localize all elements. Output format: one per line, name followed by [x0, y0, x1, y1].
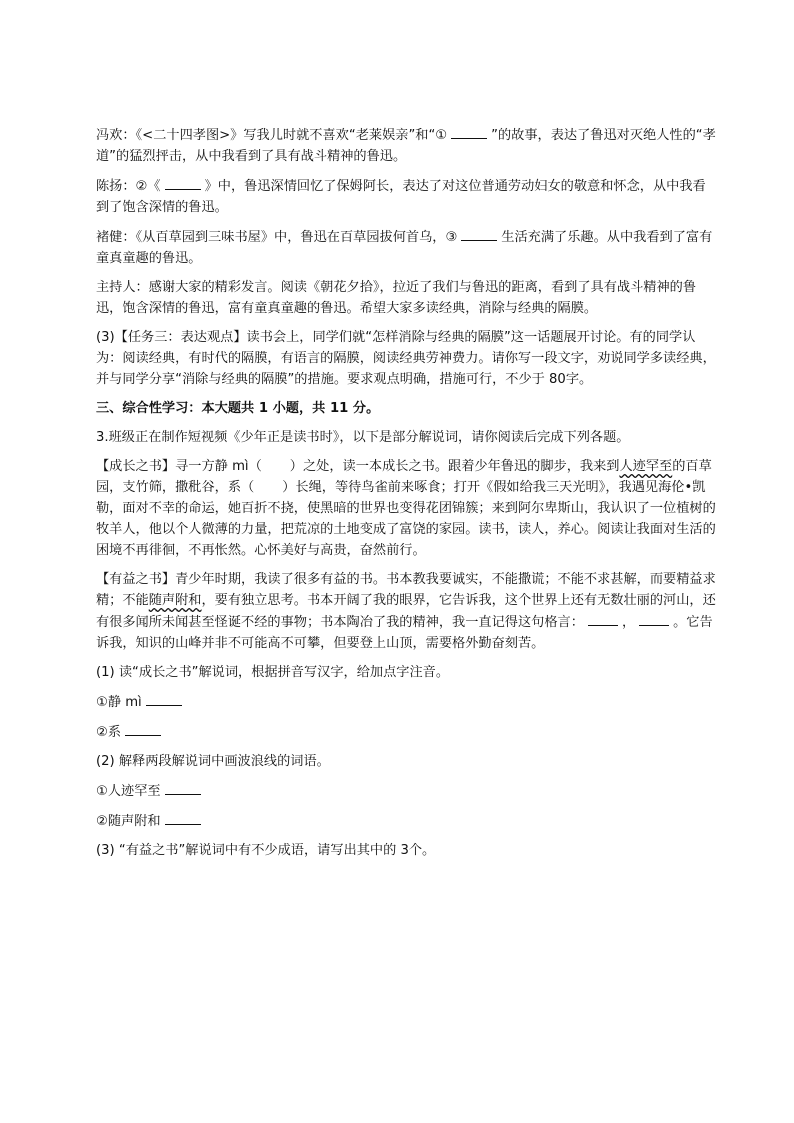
- text-q2b: ②随声附和: [96, 814, 161, 829]
- motto-blank-2[interactable]: [639, 611, 669, 626]
- paragraph-fenghuan: [96, 124, 716, 167]
- sub-question-2b: [96, 810, 716, 832]
- text-chenyang-a: 陈扬：②《: [96, 179, 161, 194]
- text-growth-d: ）长绳，等待鸟雀前来啄食；打开《假如给我三天光明》，我遇见海伦•凯勒，面对不幸的命运，她百折不挠，使黑暗的世界也变得花团锦簇；来到阿尔卑斯山，我认识了一位植树的牧羊人，他以个人微薄的力量，把荒凉的土地变成了富饶的家园。读书，读人，养心。阅读让我面对生活的困境不再徘徊，不再怅然。心怀美好与高贵，奋然前行。: [96, 480, 716, 558]
- text-growth-c: 的百草园，支竹筛，撒秕谷，系（: [96, 459, 712, 495]
- answer-blank-q2b[interactable]: [165, 810, 201, 825]
- paragraph-task3: (3)【任务三：表达观点】读书会上，同学们就“怎样消除与经典的隔膜”这一话题展开讨论。有的同学认为：阅读经典，有时代的隔膜，有语言的隔膜，阅读经典劳神费力。请你写一段文字，劝说同学多读经典，并与同学分享“消除与经典的隔膜”的措施。要求观点明确，措施可行，不少于 80字。: [96, 330, 716, 387]
- wavy-word-suisheng: 随声附和: [148, 593, 202, 608]
- sub-question-3: (3) “有益之书”解说词中有不少成语，请写出其中的 3个。: [96, 843, 436, 858]
- text-q1b: ②系: [96, 725, 122, 740]
- text-chenyang-b: 》中，鲁迅深情回忆了保姆阿长，表达了对这位普通劳动妇女的敬意和怀念，从中我看到了饱含深情的鲁迅。: [96, 179, 706, 215]
- text-growth-a: 【成长之书】寻一方静 mì（: [96, 459, 262, 474]
- text-chujian-b: 生活充满了乐趣。从中我看到了富有童真童趣的鲁迅。: [96, 230, 713, 266]
- paragraph-chenyang: [96, 175, 716, 218]
- paragraph-benefit-book: [96, 569, 716, 654]
- text-chujian-a: 褚健：《从百草园到三味书屋》中，鲁迅在百草园拔何首乌，③: [96, 230, 458, 245]
- sub-question-1a: [96, 691, 716, 713]
- sub-question-2: (2) 解释两段解说词中画波浪线的词语。: [96, 754, 330, 769]
- answer-blank-q1b[interactable]: [125, 721, 161, 736]
- paragraph-chujian: [96, 226, 716, 269]
- section-heading-3: 三、综合性学习：本大题共 1 小题，共 11 分。: [96, 401, 380, 416]
- answer-blank-q2a[interactable]: [165, 780, 201, 795]
- motto-blank-1[interactable]: [588, 611, 618, 626]
- question-3-intro: 3.班级正在制作短视频《少年正是读书时》，以下是部分解说词，请你阅读后完成下列各题。: [96, 430, 630, 445]
- paragraph-host: 主持人：感谢大家的精彩发言。阅读《朝花夕拾》，拉近了我们与鲁迅的距离，看到了具有战斗精神的鲁迅，饱含深情的鲁迅，富有童真童趣的鲁迅。希望大家多读经典，消除与经典的隔膜。: [96, 280, 697, 316]
- text-fenghuan-b: ”的故事，表达了鲁迅对灭绝人性的“孝道”的猛烈抨击，从中我看到了具有战斗精神的鲁迅。: [96, 128, 716, 164]
- sub-question-1: (1) 读“成长之书”解说词，根据拼音写汉字，给加点字注音。: [96, 665, 450, 680]
- answer-blank-1[interactable]: [451, 124, 487, 139]
- text-benefit-d: 。它告诉我，知识的山峰并非不可能高不可攀，但要登上山顶，需要格外勤奋刻苦。: [96, 615, 713, 651]
- document-page: [96, 124, 716, 869]
- answer-blank-3[interactable]: [461, 226, 497, 241]
- answer-blank-q1a[interactable]: [146, 691, 182, 706]
- paragraph-growth-book: [96, 456, 716, 561]
- wavy-word-renji: 人迹罕至: [619, 459, 673, 474]
- text-fenghuan-a: 冯欢：《<二十四孝图>》写我儿时就不喜欢“老莱娱亲”和“①: [96, 128, 448, 143]
- sub-question-2a: [96, 780, 716, 802]
- text-benefit-a: 【有益之书】青少年时期，我读了很多有益的书。书本教我要诚实，不能撒谎；不能不求甚解，而要精益求精；不能: [96, 572, 716, 608]
- text-q1a: ①静 mì: [96, 695, 142, 710]
- text-benefit-c: ，: [621, 615, 636, 630]
- sub-question-1b: [96, 721, 716, 743]
- text-benefit-b: ，要有独立思考。书本开阔了我的眼界，它告诉我，这个世界上还有无数壮丽的河山，还有很多闻所未闻甚至怪诞不经的事物；书本陶冶了我的精神，我一直记得这句格言：: [96, 593, 716, 630]
- text-growth-b: ）之处，读一本成长之书。跟着少年鲁迅的脚步，我来到: [289, 459, 620, 474]
- text-q2a: ①人迹罕至: [96, 784, 161, 799]
- answer-blank-2[interactable]: [165, 175, 201, 190]
